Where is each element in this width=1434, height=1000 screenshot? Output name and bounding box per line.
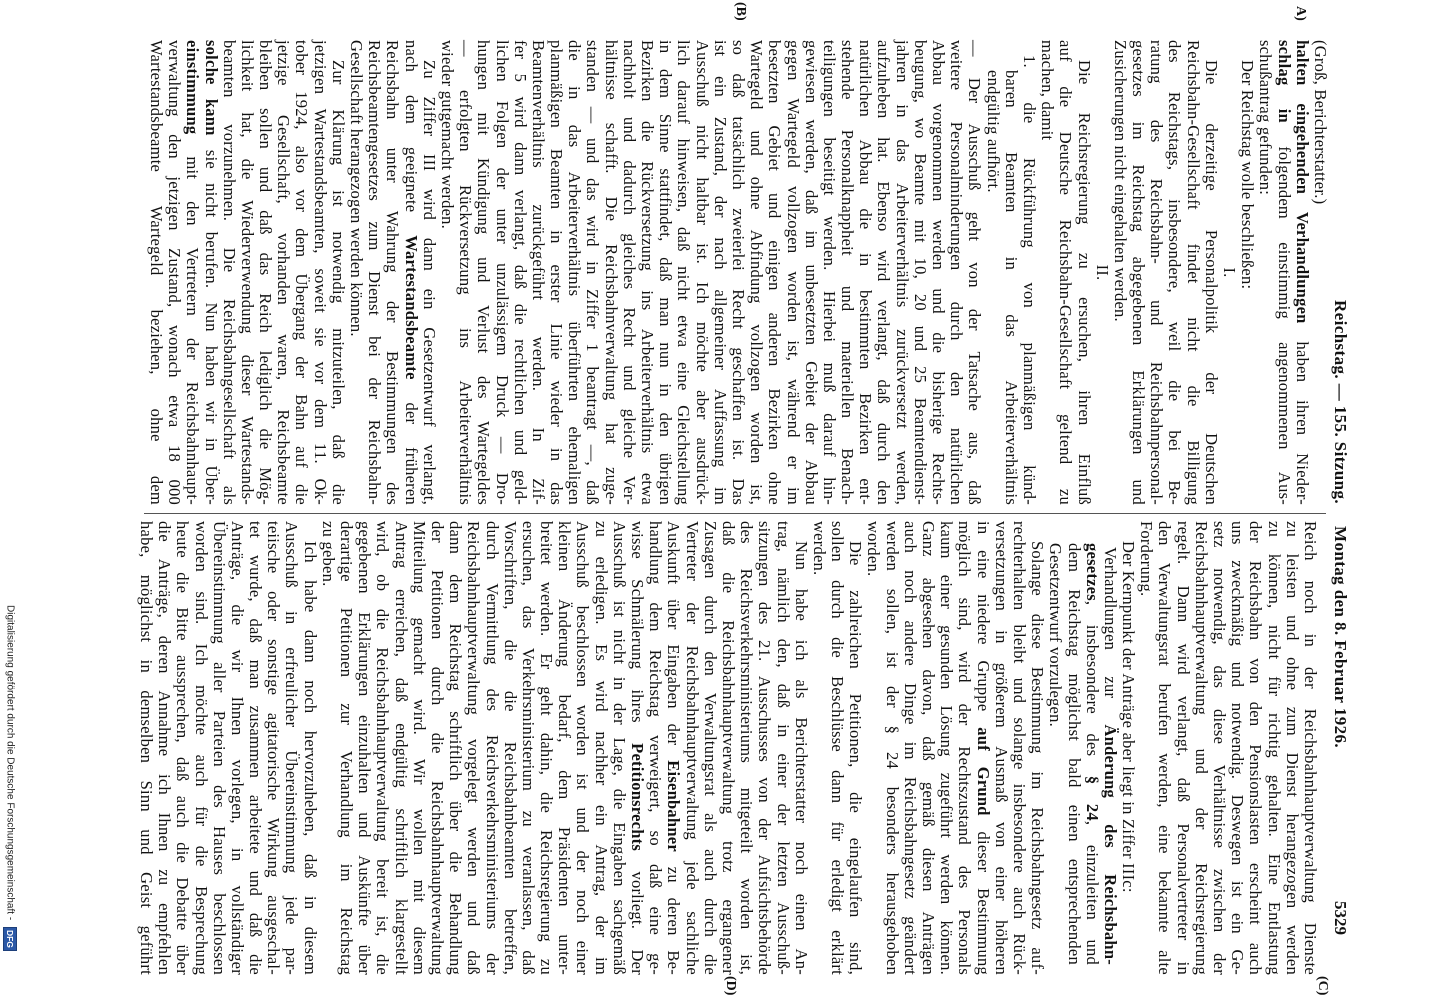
text-line: endgültig aufhört. — [983, 70, 1003, 193]
text-line: die Anträge, deren Annahme ich Ihnen zu empfehlen — [155, 521, 175, 975]
text-line: Gesellschaft herangezogen werden können. — [347, 40, 367, 337]
text-line: ersuchen, das Verkehrsministerium zu veranlassen, daß — [518, 521, 538, 975]
text-line: habe, möglichst in demselben Sinn und Geist geführt — [137, 521, 156, 975]
text-line: Zusicherungen nicht eingehalten werden. — [1110, 40, 1130, 322]
paragraph-continuation — [1137, 521, 1319, 975]
text-line: sitzungen des 21. Ausschusses von der Aufsichtsbehörde — [755, 521, 775, 975]
text-line: kaum einer gesunden Lösung zugeführt werden können. — [937, 521, 957, 975]
left-column — [147, 40, 1329, 505]
text-line: auf die Deutsche Reichsbahn-Gesellschaft geltend zu — [1056, 40, 1076, 505]
text-line: gegebenen Erklärungen einzuhalten und Auskünfte über — [355, 521, 375, 975]
text-line: Mitteilung gemacht wird. Wir wollen mit diesem — [409, 521, 429, 975]
text-line: beamten vorzunehmen. Die Reichsbahngesellschaft als — [219, 40, 239, 505]
text-line: Anträge, die wir Ihnen vorlegen, in vollständiger — [227, 521, 247, 975]
text-line: beugung, wo Beamte mit 10, 20 und 25 Beamtendienst- — [910, 40, 930, 505]
text-segment: Auskunft über Eingaben der — [664, 521, 684, 761]
text-line: handlung dem Reichstag verweigert, so daß eine ge- — [646, 521, 666, 975]
text-line: — erfolgten Rückversetzung ins Arbeiterverhältnis — [456, 40, 476, 505]
text-line: ratung des Reichsbahn- und Reichsbahnpersonal- — [1147, 40, 1167, 505]
text-line: zu können, nicht für richtig gehalten. Eine Entlastung — [1264, 521, 1284, 975]
text-line: Wartestandsbeamte Wartegeld beziehen, ohne dem — [147, 40, 166, 505]
margin-mark-b: (B) — [733, 2, 748, 21]
column-divider — [144, 513, 1326, 514]
text-line: möglich sind, wird der Rechtszustand des Personals — [955, 521, 975, 975]
text-line: machen, damit — [1038, 40, 1058, 141]
text-segment: vorliegt. Der — [628, 851, 648, 975]
paragraph — [1111, 40, 1220, 505]
text-line: kleinen Änderung bedarf, dem Präsidenten unter- — [555, 521, 575, 975]
text-line: Die zahlreichen Petitionen, die eingelaufen sind, — [846, 541, 866, 975]
section-heading — [1093, 40, 1111, 505]
text-line: Der Kernpunkt der Anträge aber liegt in Ziffer IIIc: — [1119, 541, 1139, 893]
text-line — [973, 521, 991, 975]
text-line: tober 1924, also vor dem Übergang der Bahn auf die — [292, 40, 312, 505]
text-line: Reichsbahn unter Wahrung der Bestimmungen des — [383, 40, 403, 505]
text-segment: dieser Bestimmung — [973, 815, 993, 976]
text-line: daß die Reichsbahnhauptverwaltung trotz ergangener — [719, 521, 738, 975]
text-line: nachholt und dadurch gleiches Recht und gleiche Ver- — [619, 40, 639, 505]
text-line: I. — [1220, 267, 1240, 278]
text-line: Ausschuß beschlossen worden ist und der noch einer — [573, 521, 593, 975]
text-line: Antrag erreichen, daß endgültig schriftlich klargestellt — [391, 521, 411, 975]
text-line: fer 5 wird dann verlangt, daß die rechtlichen und geld- — [510, 40, 530, 505]
text-line: worden. — [864, 521, 884, 577]
bold-text: auf Grund — [973, 727, 993, 816]
text-line: hungen mit Kündigung und Verlust des Wartegeldes — [474, 40, 494, 505]
text-line — [1101, 543, 1119, 965]
text-line: aufzuheben hat. Ebenso wird verlangt, daß durch den — [874, 40, 894, 505]
text-segment: in eine niedere Gruppe — [973, 521, 993, 728]
text-line — [183, 40, 201, 505]
text-line: versetzungen in größerem Ausmaß von einer höheren — [991, 521, 1011, 975]
text-line: Reichsbahnhauptverwaltung vorgelegt werden und daß — [464, 521, 484, 975]
margin-mark-c: (C) — [1315, 976, 1330, 996]
bold-text: Eisenbahner — [664, 760, 684, 852]
text-segment: nach dem geeignete — [401, 40, 421, 236]
text-line: Ausschuß ist nicht in der Lage, die Eingaben sachgemäß — [609, 521, 629, 975]
text-line: Die Reichsregierung zu ersuchen, ihren Einfluß — [1074, 60, 1094, 505]
text-line: dann dem Reichstag schriftlich über die Behandlung — [446, 521, 466, 975]
text-segment: wisse Schmälerung ihres — [628, 521, 648, 744]
text-segment: sie nicht berufen. Nun haben wir in Über- — [201, 135, 221, 505]
text-line: durch Vermittlung des Reichsverkehrsministeriums der — [482, 521, 502, 975]
text-line: Forderung. — [1137, 521, 1157, 597]
right-column — [137, 521, 1319, 975]
text-line: breitet werden. Er geht dahin, die Reichsregierung zu — [537, 521, 557, 975]
text-line: Zu Ziffer III wird dann ein Gesetzentwurf verlangt, — [419, 60, 439, 505]
text-line: 1. die Rückführung von planmäßigen künd- — [1020, 55, 1039, 505]
text-line: so daß tatsächlich zweierlei Recht geschaffen ist. Das — [729, 40, 748, 505]
list-item — [983, 40, 1038, 505]
text-line: Ausschuß nicht haltbar ist. Ich möchte aber ausdrück- — [692, 40, 712, 505]
text-line: die in das Arbeiterverhältnis überführten ehemaligen — [565, 40, 585, 505]
text-line: sollen durch die Beschlüsse dann für erledigt erklärt — [828, 521, 848, 975]
text-line: Wartegeld und ohne Abfindung vollzogen worden ist, — [747, 40, 767, 505]
text-line: lichen Folgen der unter unzulässigem Druck — Dro- — [492, 40, 512, 505]
text-line: des Reichstags, insbesondere, weil die bei Be- — [1165, 40, 1185, 505]
paragraph — [1238, 40, 1256, 505]
text-line: auch noch andere Dinge im Reichsbahngesetz geändert — [900, 521, 920, 975]
text-line: regelt. Dann wird verlangt, daß Personalvertreter in — [1173, 521, 1193, 975]
text-line: teiligungen beseitigt werden. Hierbei muß darauf hin- — [819, 40, 839, 505]
text-line: den Verwaltungsrat berufen werden, eine bekannte alte — [1155, 521, 1175, 975]
text-line — [628, 521, 646, 975]
text-line — [664, 521, 682, 975]
text-line: ist ein Zustand, der nach allgemeiner Auffassung im — [710, 40, 730, 505]
footer-credit-text: Digitalisierung gefördert durch die Deutsche Forschungsgemeinschaft - — [4, 605, 16, 921]
text-line: uns zweckmäßig und notwendig. Deswegen ist ein Ge- — [1228, 521, 1248, 975]
bold-text: halten eingehenden Verhandlungen — [1292, 40, 1312, 324]
text-line: in dem Sinne stattfindet, daß man nun in den übrigen — [656, 40, 676, 505]
text-line: bleiben sollen und daß das Reich lediglich die Mög- — [256, 40, 276, 505]
text-line: Ganz abgesehen davon, daß gemäß diesen Anträgen — [919, 521, 939, 975]
text-line: jahren in das Arbeiterverhältnis zurückversetzt werden, — [892, 40, 912, 505]
text-line: der Reichsbahn von den Pensionslasten erscheint auch — [1246, 521, 1266, 975]
text-line: planmäßigen Beamten in erster Linie wieder in das — [547, 40, 567, 505]
text-line: zu geben. — [318, 521, 338, 587]
text-line: gewiesen werden, daß im unbesetzten Gebiet der Abbau — [801, 40, 821, 505]
text-segment: zu deren Be- — [664, 851, 684, 975]
text-line: derartige Petitionen zur Verhandlung im Reichstag — [337, 521, 357, 975]
paragraph-continuation — [438, 40, 984, 505]
footer-credit — [3, 605, 17, 951]
page-header — [1330, 300, 1350, 935]
text-segment: haben ihren Nieder- — [1292, 323, 1312, 506]
text-line: dem Reichstag möglichst bald einen entsprechenden — [1064, 543, 1084, 965]
text-line: baren Beamten in das Arbeiterverhältnis — [1001, 70, 1021, 505]
text-line: heute die Bitte aussprechen, daß auch die Debatte über — [173, 521, 193, 975]
margin-mark-d: (D) — [723, 976, 738, 996]
dfg-logo: DFG — [3, 927, 17, 951]
paragraph-continuation — [1256, 40, 1311, 505]
section-heading — [1220, 40, 1238, 505]
text-line: Vertreter der Reichsbahnhauptverwaltung jede sachliche — [682, 521, 702, 975]
text-line: natürlichen Abbau die in bestimmten Bezirken ent- — [856, 40, 876, 505]
text-segment: , einzuleiten und — [1082, 820, 1102, 966]
text-line: gegen Wartegeld vollzogen worden ist, während er im — [783, 40, 803, 505]
text-segment: Verhandlungen zur — [1100, 547, 1120, 725]
text-line: Gesetzentwurf vorzulegen. — [1046, 543, 1066, 728]
paragraph — [864, 521, 1046, 975]
text-line — [1083, 543, 1101, 965]
text-line: tet wurde, daß man zusammen arbeitete und daß die — [246, 521, 266, 975]
text-segment: folgendem einstimmig angenommenen Aus- — [1274, 122, 1294, 505]
text-line — [1293, 40, 1311, 505]
page-number: 5329 — [1331, 901, 1350, 935]
text-line: setz notwendig, das diese Verhältnisse zwischen der — [1210, 521, 1230, 975]
text-line: Vorschriften, die die Reichsbahnbeamten betreffen, — [500, 521, 520, 975]
text-line: stehende Personalknappheit und materiellen Benach- — [838, 40, 858, 505]
paragraph — [1038, 40, 1093, 505]
text-line: verwaltung den jetzigen Zustand, wonach etwa 18 000 — [165, 40, 185, 505]
text-line: Ausschuß in erfreulicher Übereinstimmung jede par- — [282, 521, 302, 975]
speaker-note — [1311, 40, 1329, 505]
paragraph — [347, 40, 438, 505]
quoted-motion — [1046, 521, 1119, 975]
paragraph — [1119, 521, 1137, 975]
text-line: Solange diese Bestimmung im Reichsbahngesetz auf- — [1028, 541, 1048, 975]
text-line: der Petitionen durch die Reichsbahnhauptverwaltung — [428, 521, 447, 975]
text-line: jetzigen Wartestandsbeamten, soweit sie vor dem 11. Ok- — [310, 40, 330, 505]
margin-mark-a: A) — [1293, 6, 1308, 21]
text-segment: der früheren — [401, 379, 421, 505]
text-line: Übereinstimmung aller Parteien des Hauses beschlossen — [209, 521, 229, 975]
text-line: werden. — [809, 521, 829, 576]
text-line: (Groß, Berichterstatter.) — [1311, 40, 1330, 205]
text-line: lichkeit hat, die Wiederverwendung dieser Wartestands- — [237, 40, 257, 505]
text-line: rechterhalten bleibt und solange insbesondere auch Rück- — [1010, 521, 1029, 975]
paragraph — [319, 521, 810, 975]
text-line: wieder gutgemacht werden. — [438, 40, 457, 230]
bold-text: einstimmung — [183, 40, 203, 135]
header-title: Reichstag. — 155. Sitzung. — [1331, 300, 1350, 505]
text-line: II. — [1092, 264, 1112, 281]
text-line: teiische oder sonstige agitatorische Wirkung ausgeschal- — [264, 521, 284, 975]
text-segment: , insbesondere des — [1082, 600, 1102, 776]
bold-text: gesetzes — [1082, 543, 1102, 601]
text-line: Abbau vorgenommen werden und die bisherige Rechts- — [929, 40, 949, 505]
text-line: Reichsbahn-Gesellschaft findet nicht die Billigung — [1183, 40, 1203, 505]
text-line: Der Reichstag wolle beschließen: — [1238, 60, 1258, 290]
bold-text: solche kann — [201, 40, 221, 136]
text-line: hältnisse schafft. Die Reichsbahnverwaltung hat zuge- — [601, 40, 621, 505]
text-line: zu erledigen. Es wird nachher ein Antrag, der im — [591, 521, 611, 975]
text-line: Reichsbahnhauptverwaltung und der Reichsregierung — [1191, 521, 1211, 975]
text-line: Reich noch in der Reichsbahnhauptverwaltung Dienste — [1301, 521, 1320, 975]
text-line: Ich habe dann noch hervorzuheben, daß in diesem — [300, 541, 320, 975]
text-line: gesetzes im Reichstag abgegebenen Erklärungen und — [1129, 40, 1149, 505]
text-line: Die derzeitige Personalpolitik der Deutschen — [1201, 60, 1221, 505]
bold-text: schlag in — [1274, 40, 1294, 123]
text-line: — Der Ausschuß geht von der Tatsache aus, daß — [965, 40, 985, 505]
text-line — [401, 40, 419, 505]
text-line: jetzige Gesellschaft, vorhanden waren, Reichsbeamte — [274, 40, 294, 505]
bold-text: Änderung des Reichsbahn- — [1100, 724, 1120, 965]
paragraph — [810, 521, 865, 975]
text-segment: mit den Vertretern der Reichsbahnhaupt- — [183, 134, 203, 505]
paragraph — [147, 40, 347, 505]
text-line: standen — und das wird in Ziffer 1 beantragt —, daß — [583, 40, 603, 505]
text-line: werden sollen, ist der § 24 besonders herausgehoben — [882, 521, 902, 975]
text-line: Zusagen durch den Verwaltungsrat als auch durch die — [700, 521, 720, 975]
text-line: Nun habe ich als Berichterstatter noch einen An- — [791, 541, 811, 975]
text-line: schußantrag gefunden: — [1256, 40, 1276, 196]
text-line: des Reichsverkehrsministeriums mitgeteilt worden ist, — [737, 521, 757, 975]
header-date: Montag den 8. Februar 1926. — [1331, 526, 1350, 749]
bold-text: Wartestandsbeamte — [401, 235, 421, 380]
text-line: zu leisten und ohne zum Dienst herangezogen werden — [1282, 521, 1302, 975]
text-line: trag, nämlich den, daß in einer der letzten Ausschuß- — [773, 521, 793, 975]
text-line: Zur Klärung ist notwendig mitzuteilen, daß die — [328, 60, 348, 505]
paragraph — [137, 521, 319, 975]
text-line: besetzten Gebiet und einigen anderen Bezirken ohne — [765, 40, 785, 505]
bold-text: Petitionsrechts — [628, 743, 648, 852]
text-line: worden sind. Ich möchte auch für die Besprechung — [191, 521, 211, 975]
text-line — [1274, 40, 1292, 505]
text-line: Bezirken die Rückversetzung ins Arbeiterverhältnis etwa — [638, 40, 658, 505]
text-line: wird, ob die Reichsbahnhauptverwaltung bereit ist, die — [373, 521, 393, 975]
bold-text: § 24 — [1082, 775, 1102, 821]
text-line: lich darauf hinweisen, daß nicht etwa eine Gleichstellung — [674, 40, 694, 505]
text-line: Reichsbeamtengesetzes zum Dienst bei der Reichsbahn- — [365, 40, 385, 505]
text-line: weitere Personalminderungen durch den natürlichen — [947, 40, 967, 505]
text-line: Beamtenverhältnis zurückgeführt werden. In Zif- — [528, 40, 548, 505]
text-line — [201, 40, 219, 505]
